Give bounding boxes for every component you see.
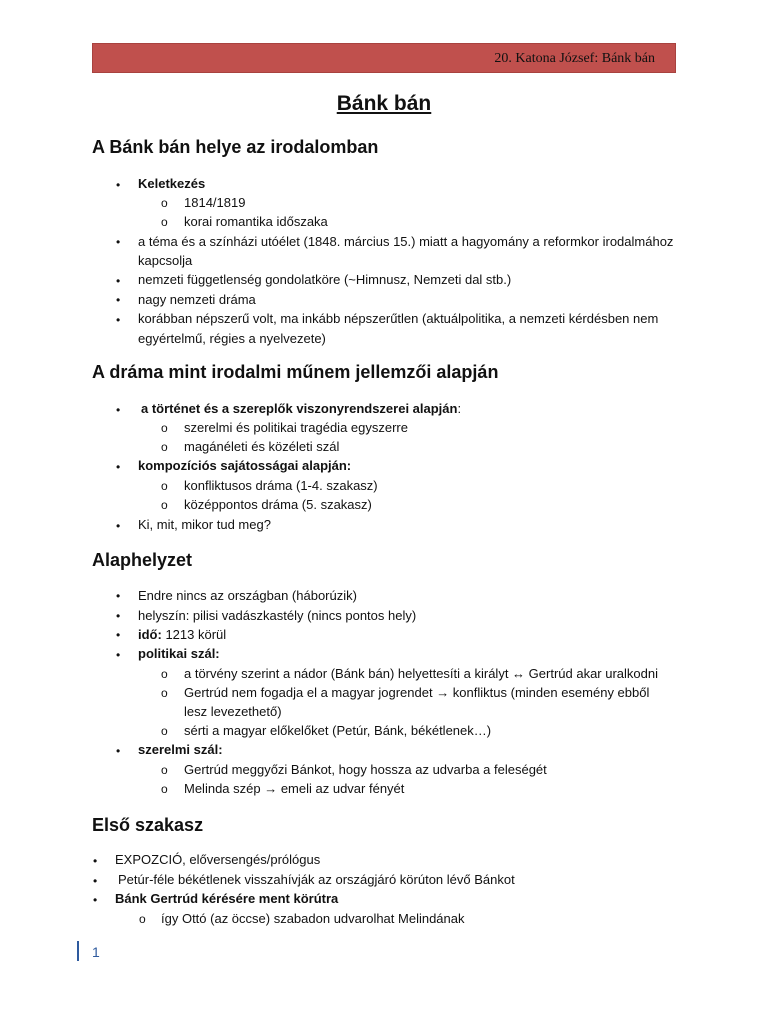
sub-bullet-icon: o [161, 196, 168, 210]
list-item: magánéleti és közéleti szál [184, 439, 340, 454]
list-item: középpontos dráma (5. szakasz) [184, 497, 372, 512]
section-heading: A Bánk bán helye az irodalomban [92, 137, 379, 157]
bullet-icon: • [116, 178, 121, 192]
sub-bullet-icon: o [161, 763, 168, 777]
bullet-icon: • [116, 274, 121, 288]
sub-bullet-icon: o [161, 724, 168, 738]
header-text: 20. Katona József: Bánk bán [494, 51, 655, 66]
list-item: nemzeti függetlenség gondolatköre (~Himnusz, Nemzeti dal stb.) [138, 272, 512, 287]
list-item: Gertrúd nem fogadja el a magyar jogrendet → konfliktus (minden esemény ebből [184, 685, 650, 700]
sub-bullet-icon: o [161, 440, 168, 454]
list-item: szerelmi és politikai tragédia egyszerre [184, 420, 408, 435]
list-item: a téma és a színházi utóélet (1848. március 15.) miatt a hagyomány a reformkor irodalmához [138, 234, 674, 249]
page-number: 1 [92, 944, 100, 960]
section-heading: Első szakasz [92, 815, 204, 835]
sub-bullet-icon: o [161, 782, 168, 796]
list-item: Endre nincs az országban (háborúzik) [138, 588, 357, 603]
list-item: Melinda szép → emeli az udvar fényét [184, 781, 405, 796]
sub-bullet-icon: o [161, 498, 168, 512]
bullet-icon: • [116, 313, 121, 327]
bullet-icon: • [116, 235, 121, 249]
list-item: Keletkezés [138, 176, 206, 191]
list-item: a törvény szerint a nádor (Bánk bán) helyettesíti a királyt ↔ Gertrúd akar uralkodni [184, 666, 658, 681]
list-item: Ki, mit, mikor tud meg? [138, 517, 271, 532]
sub-bullet-icon: o [161, 215, 168, 229]
list-item: 1814/1819 [184, 195, 246, 210]
sub-bullet-icon: o [161, 421, 168, 435]
list-item: így Ottó (az öccse) szabadon udvarolhat Melindának [161, 911, 465, 926]
footer-divider [77, 941, 79, 961]
list-item: politikai szál: [138, 646, 220, 661]
list-item: konfliktusos dráma (1-4. szakasz) [184, 478, 378, 493]
list-item-continued: egyértelmű, régies a nyelvezete) [138, 331, 326, 346]
bullet-icon: • [116, 519, 121, 533]
section-heading: Alaphelyzet [92, 550, 193, 570]
bullet-icon: • [116, 744, 121, 758]
list-item: Petúr-féle békétlenek visszahívják az országjáró körúton lévő Bánkot [118, 872, 515, 887]
list-item: EXPOZCIÓ, előversengés/prólógus [115, 852, 321, 867]
list-item: Bánk Gertrúd kérésére ment körútra [115, 891, 339, 906]
list-item: a történet és a szereplők viszonyrendszerei alapján: [141, 401, 462, 416]
bullet-icon: • [116, 403, 121, 417]
sub-bullet-icon: o [161, 686, 168, 700]
section-heading: A dráma mint irodalmi műnem jellemzői alapján [92, 362, 499, 382]
bullet-icon: • [116, 293, 121, 307]
bullet-icon: • [93, 874, 98, 888]
bullet-icon: • [116, 628, 121, 642]
bullet-icon: • [93, 854, 98, 868]
list-item: helyszín: pilisi vadászkastély (nincs pontos hely) [138, 608, 417, 623]
list-item-continued: kapcsolja [138, 253, 193, 268]
list-item: nagy nemzeti dráma [138, 292, 256, 307]
sub-bullet-icon: o [161, 667, 168, 681]
bullet-icon: • [116, 589, 121, 603]
list-item: sérti a magyar előkelőket (Petúr, Bánk, békétlenek…) [184, 723, 492, 738]
bullet-icon: • [93, 893, 98, 907]
list-item: Gertrúd meggyőzi Bánkot, hogy hossza az udvarba a feleségét [184, 762, 547, 777]
list-item: szerelmi szál: [138, 742, 223, 757]
document-title: Bánk bán [336, 92, 432, 115]
page-header-bar [92, 43, 676, 73]
list-item: korábban népszerű volt, ma inkább népszerűtlen (aktuálpolitika, a nemzeti kérdésben nem [138, 311, 659, 326]
list-item: kompozíciós sajátosságai alapján: [138, 458, 352, 473]
bullet-icon: • [116, 648, 121, 662]
list-item-continued: lesz levezethető) [184, 704, 282, 719]
bullet-icon: • [116, 609, 121, 623]
sub-bullet-icon: o [139, 912, 146, 926]
sub-bullet-icon: o [161, 479, 168, 493]
list-item: idő: 1213 körül [138, 627, 227, 642]
bullet-icon: • [116, 460, 121, 474]
list-item: korai romantika időszaka [184, 214, 328, 229]
